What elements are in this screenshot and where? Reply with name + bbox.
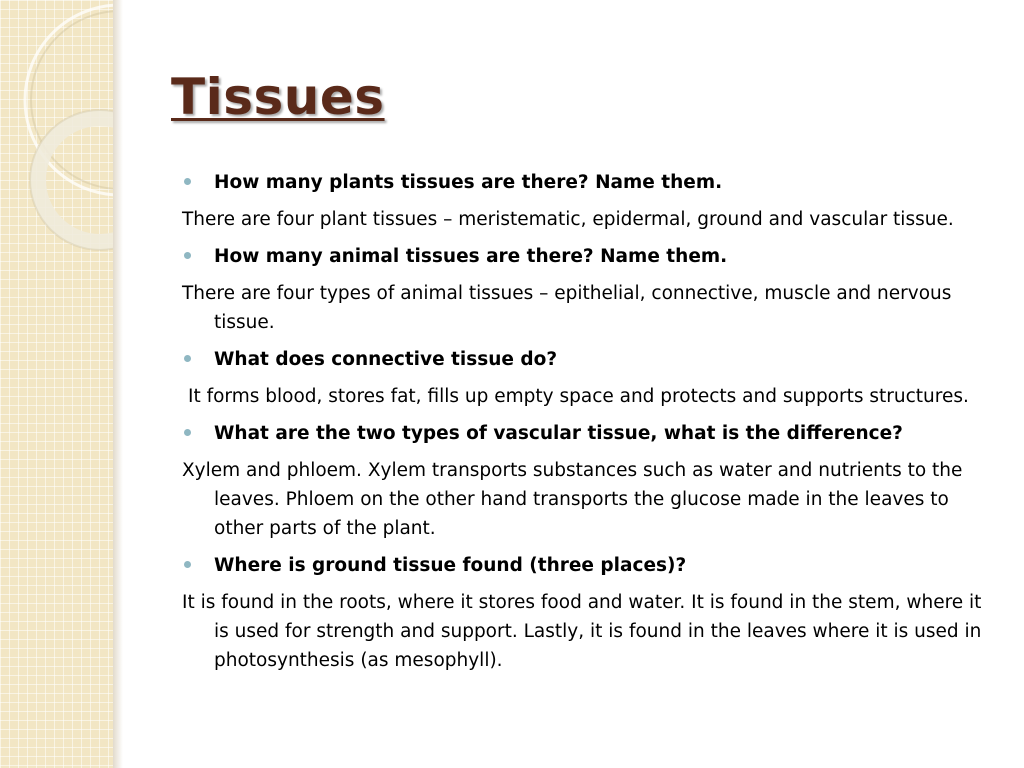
bullet-dot-icon	[184, 252, 191, 259]
slide-title: Tissues	[171, 68, 385, 126]
question-2	[182, 242, 1002, 271]
bullet-dot-icon	[184, 178, 191, 185]
decorative-side-panel	[0, 0, 113, 768]
question-5	[182, 551, 1002, 580]
question-text: What does connective tissue do?	[214, 349, 558, 370]
question-4	[182, 419, 1002, 448]
question-3	[182, 345, 1002, 374]
answer-2: There are four types of animal tissues – epithelial, connective, muscle and nervous tissue.	[182, 283, 952, 333]
question-text: What are the two types of vascular tissue, what is the difference?	[214, 423, 903, 444]
slide-content	[182, 168, 1002, 683]
answer-5: It is found in the roots, where it stores food and water. It is found in the stem, where it is used for strength and support. Lastly, it is found in the leaves where it is used in photosynthesis (as mesophyll).	[182, 592, 982, 671]
question-text: How many plants tissues are there? Name them.	[214, 172, 723, 193]
answer-1: There are four plant tissues – meristematic, epidermal, ground and vascular tissue.	[182, 209, 954, 230]
decorative-rings	[0, 0, 113, 768]
side-panel-shadow	[113, 0, 123, 768]
question-1	[182, 168, 1002, 197]
question-text: How many animal tissues are there? Name them.	[214, 246, 728, 267]
question-text: Where is ground tissue found (three places)?	[214, 555, 687, 576]
bullet-dot-icon	[184, 355, 191, 362]
answer-3: It forms blood, stores fat, fills up empty space and protects and supports structures.	[188, 386, 969, 407]
bullet-dot-icon	[184, 429, 191, 436]
answer-4: Xylem and phloem. Xylem transports substances such as water and nutrients to the leaves. Phloem on the other hand transports the glucose made in the leaves to other parts of the plant.	[182, 460, 963, 539]
bullet-dot-icon	[184, 561, 191, 568]
